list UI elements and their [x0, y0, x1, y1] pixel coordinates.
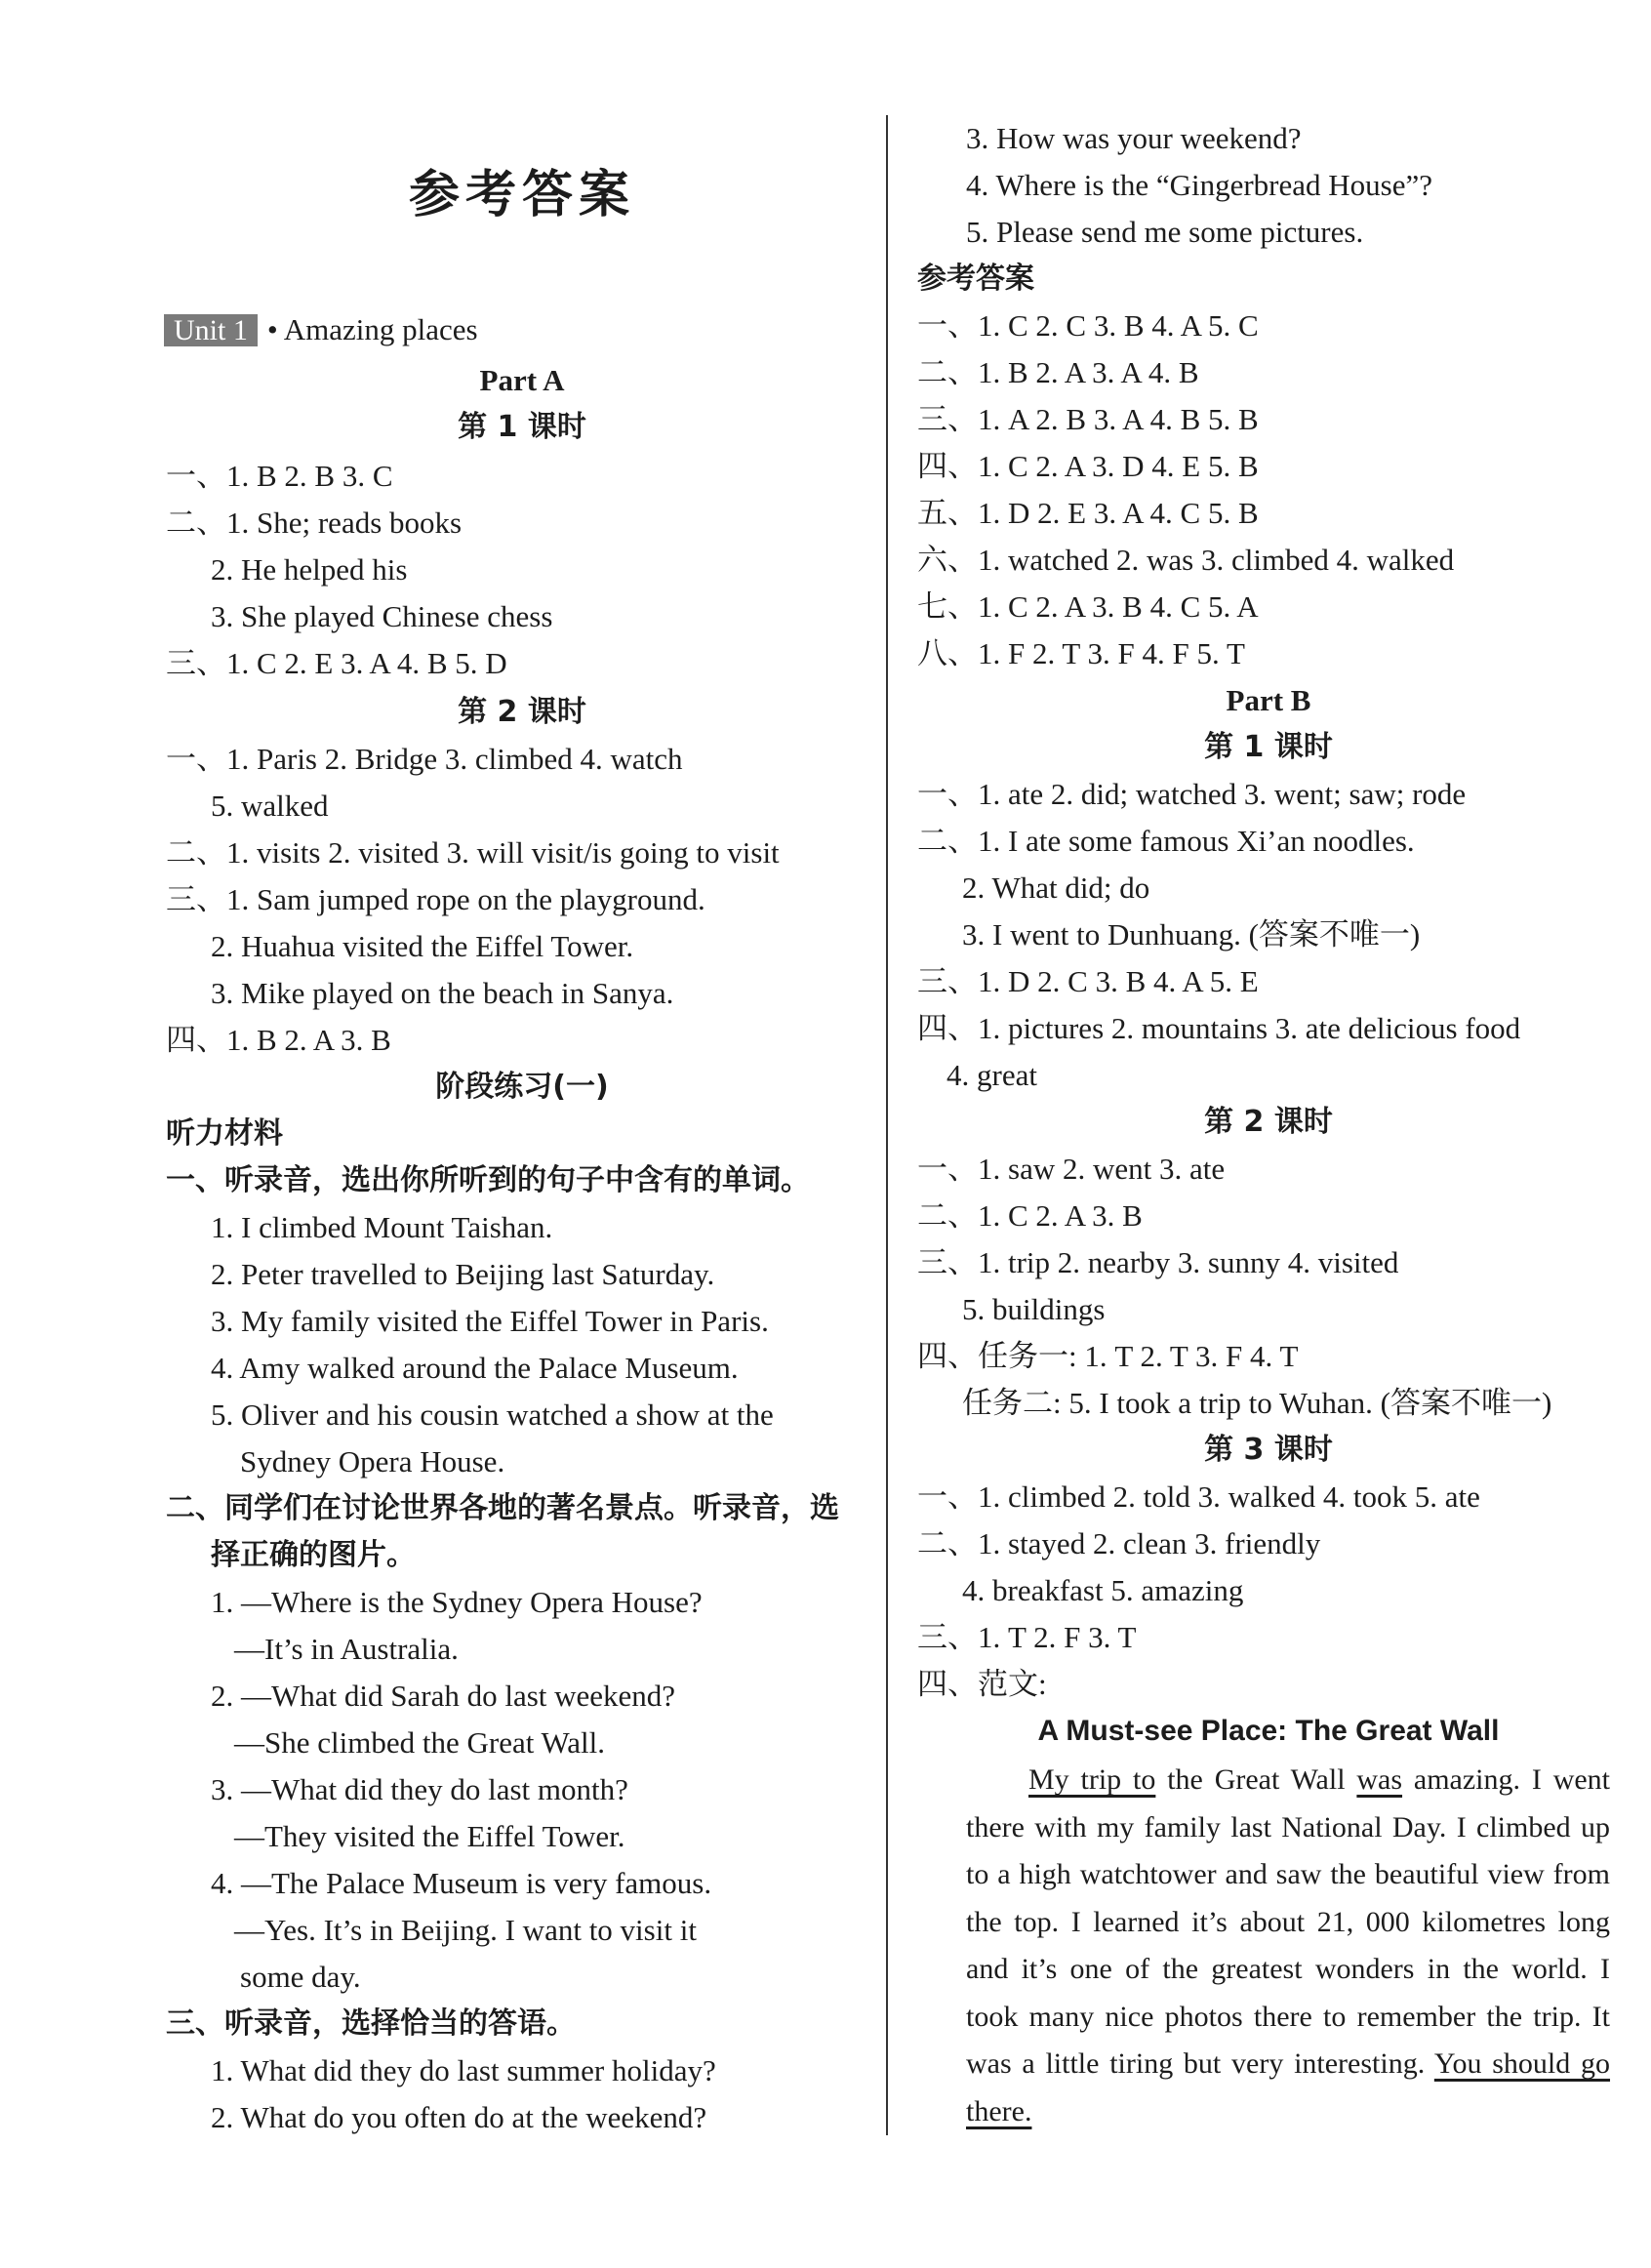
- listening-line: 3. My family visited the Eiffel Tower in Paris.: [211, 1304, 769, 1338]
- essay-underlined: was: [1356, 1763, 1403, 1796]
- answer-line: 2. What did; do: [962, 871, 1150, 905]
- essay-title: A Must-see Place: The Great Wall: [1037, 1715, 1500, 1747]
- listening-line: 2. What do you often do at the weekend?: [211, 2100, 707, 2134]
- essay-text: amazing. I went there with my family last National Day. I climbed up to a high watchtower and saw the beautiful view from the top. I learned it’s about 21, 000 kilometres long and it’s one of the greatest wonders in the world. I took many nice photos there to remember the trip. It was a little tiring but very interesting.: [966, 1763, 1611, 2080]
- listening-line: 2. Peter travelled to Beijing last Saturday.: [211, 1257, 715, 1291]
- essay-underlined: You should go there.: [966, 2047, 1611, 2127]
- answer-line: 二、1. She; reads books: [166, 506, 463, 540]
- answer-line: 七、1. C 2. A 3. B 4. C 5. A: [917, 589, 1259, 624]
- part-a-heading: Part A: [479, 363, 565, 397]
- listening-line: —She climbed the Great Wall.: [234, 1725, 606, 1760]
- listening-line: 4. Where is the “Gingerbread House”?: [966, 168, 1433, 202]
- answer-line: 一、1. Paris 2. Bridge 3. climbed 4. watch: [166, 742, 683, 776]
- listening-line: 1. What did they do last summer holiday?: [211, 2053, 716, 2087]
- page-title: 参考答案: [408, 165, 635, 224]
- listening-line: 2. —What did Sarah do last weekend?: [211, 1679, 676, 1713]
- answer-line: 六、1. watched 2. was 3. climbed 4. walked: [917, 543, 1455, 577]
- answer-line: 3. She played Chinese chess: [211, 599, 553, 633]
- listening-line: some day.: [240, 1960, 361, 1994]
- answer-line: 三、1. trip 2. nearby 3. sunny 4. visited: [917, 1245, 1399, 1279]
- stage-practice-heading: 阶段练习(一): [435, 1070, 609, 1104]
- answer-line: 八、1. F 2. T 3. F 4. F 5. T: [917, 636, 1245, 670]
- answer-line: 一、1. B 2. B 3. C: [166, 459, 393, 493]
- answer-line: 三、1. T 2. F 3. T: [917, 1620, 1137, 1654]
- answer-line: 二、1. visits 2. visited 3. will visit/is going to visit: [166, 835, 780, 870]
- lesson-1-heading: 第 1 课时: [458, 410, 586, 444]
- answer-line: 任务二: 5. I took a trip to Wuhan. (答案不唯一): [962, 1386, 1552, 1420]
- answer-line: 二、1. C 2. A 3. B: [917, 1198, 1143, 1233]
- listening-line: 1. —Where is the Sydney Opera House?: [211, 1585, 703, 1619]
- answer-line: 2. He helped his: [211, 552, 408, 587]
- unit-tag: Unit 1: [164, 314, 258, 346]
- answer-line: 3. Mike played on the beach in Sanya.: [211, 976, 674, 1010]
- lesson-1-heading: 第 1 课时: [1204, 730, 1333, 764]
- essay-text: the Great Wall: [1155, 1763, 1357, 1796]
- essay-underlined: My trip to: [1028, 1763, 1156, 1796]
- question-heading: 三、听录音，选择恰当的答语。: [166, 2006, 576, 2041]
- answer-line: 5. buildings: [962, 1292, 1106, 1326]
- answer-line: 一、1. climbed 2. told 3. walked 4. took 5. ate: [917, 1479, 1480, 1514]
- unit-heading: [164, 310, 478, 350]
- answer-line: 一、1. C 2. C 3. B 4. A 5. C: [917, 308, 1259, 343]
- listening-line: 3. —What did they do last month?: [211, 1772, 628, 1806]
- listening-line: 4. —The Palace Museum is very famous.: [211, 1866, 712, 1900]
- listening-line: 1. I climbed Mount Taishan.: [211, 1210, 553, 1244]
- answer-line: 二、1. B 2. A 3. A 4. B: [917, 355, 1199, 389]
- answer-line: 一、1. ate 2. did; watched 3. went; saw; rode: [917, 777, 1467, 811]
- answer-line: 二、1. I ate some famous Xi’an noodles.: [917, 824, 1415, 858]
- answer-line: 4. breakfast 5. amazing: [962, 1573, 1244, 1607]
- answer-line: 三、1. D 2. C 3. B 4. A 5. E: [917, 964, 1259, 998]
- question-heading: 一、听录音，选出你所听到的句子中含有的单词。: [166, 1163, 810, 1197]
- answer-line: 二、1. stayed 2. clean 3. friendly: [917, 1526, 1321, 1560]
- lesson-3-heading: 第 3 课时: [1204, 1433, 1333, 1467]
- answer-line: 2. Huahua visited the Eiffel Tower.: [211, 929, 634, 963]
- listening-line: 5. Oliver and his cousin watched a show at the: [211, 1397, 774, 1432]
- unit-name: • Amazing places: [266, 312, 478, 346]
- model-essay: [966, 1757, 1610, 2135]
- listening-line: 4. Amy walked around the Palace Museum.: [211, 1351, 739, 1385]
- answer-line: 四、任务一: 1. T 2. T 3. F 4. T: [917, 1339, 1299, 1373]
- question-heading: 二、同学们在讨论世界各地的著名景点。听录音，选: [166, 1491, 839, 1525]
- listening-line: —It’s in Australia.: [234, 1632, 459, 1666]
- lesson-2-heading: 第 2 课时: [1204, 1105, 1333, 1139]
- listening-line: Sydney Opera House.: [240, 1444, 505, 1478]
- column-divider: [886, 115, 888, 2135]
- answer-line: 四、1. B 2. A 3. B: [166, 1023, 391, 1057]
- answer-line: 三、1. C 2. E 3. A 4. B 5. D: [166, 646, 507, 680]
- answer-line: 四、范文:: [917, 1667, 1047, 1701]
- answers-heading: 参考答案: [917, 262, 1034, 296]
- listening-line: 5. Please send me some pictures.: [966, 215, 1364, 249]
- answer-line: 三、1. Sam jumped rope on the playground.: [166, 882, 705, 916]
- answer-line: 四、1. C 2. A 3. D 4. E 5. B: [917, 449, 1259, 483]
- answer-line: 五、1. D 2. E 3. A 4. C 5. B: [917, 496, 1259, 530]
- answer-line: 三、1. A 2. B 3. A 4. B 5. B: [917, 402, 1259, 436]
- answer-line: 一、1. saw 2. went 3. ate: [917, 1152, 1226, 1186]
- listening-heading: 听力材料: [166, 1116, 283, 1151]
- lesson-2-heading: 第 2 课时: [458, 695, 586, 729]
- answer-line: 4. great: [946, 1058, 1037, 1092]
- answer-line: 5. walked: [211, 789, 329, 823]
- listening-line: —They visited the Eiffel Tower.: [234, 1819, 625, 1853]
- listening-line: 3. How was your weekend?: [966, 121, 1302, 155]
- answer-line: 3. I went to Dunhuang. (答案不唯一): [962, 917, 1421, 952]
- answer-line: 四、1. pictures 2. mountains 3. ate delicious food: [917, 1011, 1521, 1045]
- listening-line: —Yes. It’s in Beijing. I want to visit it: [234, 1913, 697, 1947]
- question-heading: 择正确的图片。: [211, 1538, 416, 1572]
- part-b-heading: Part B: [1226, 683, 1311, 717]
